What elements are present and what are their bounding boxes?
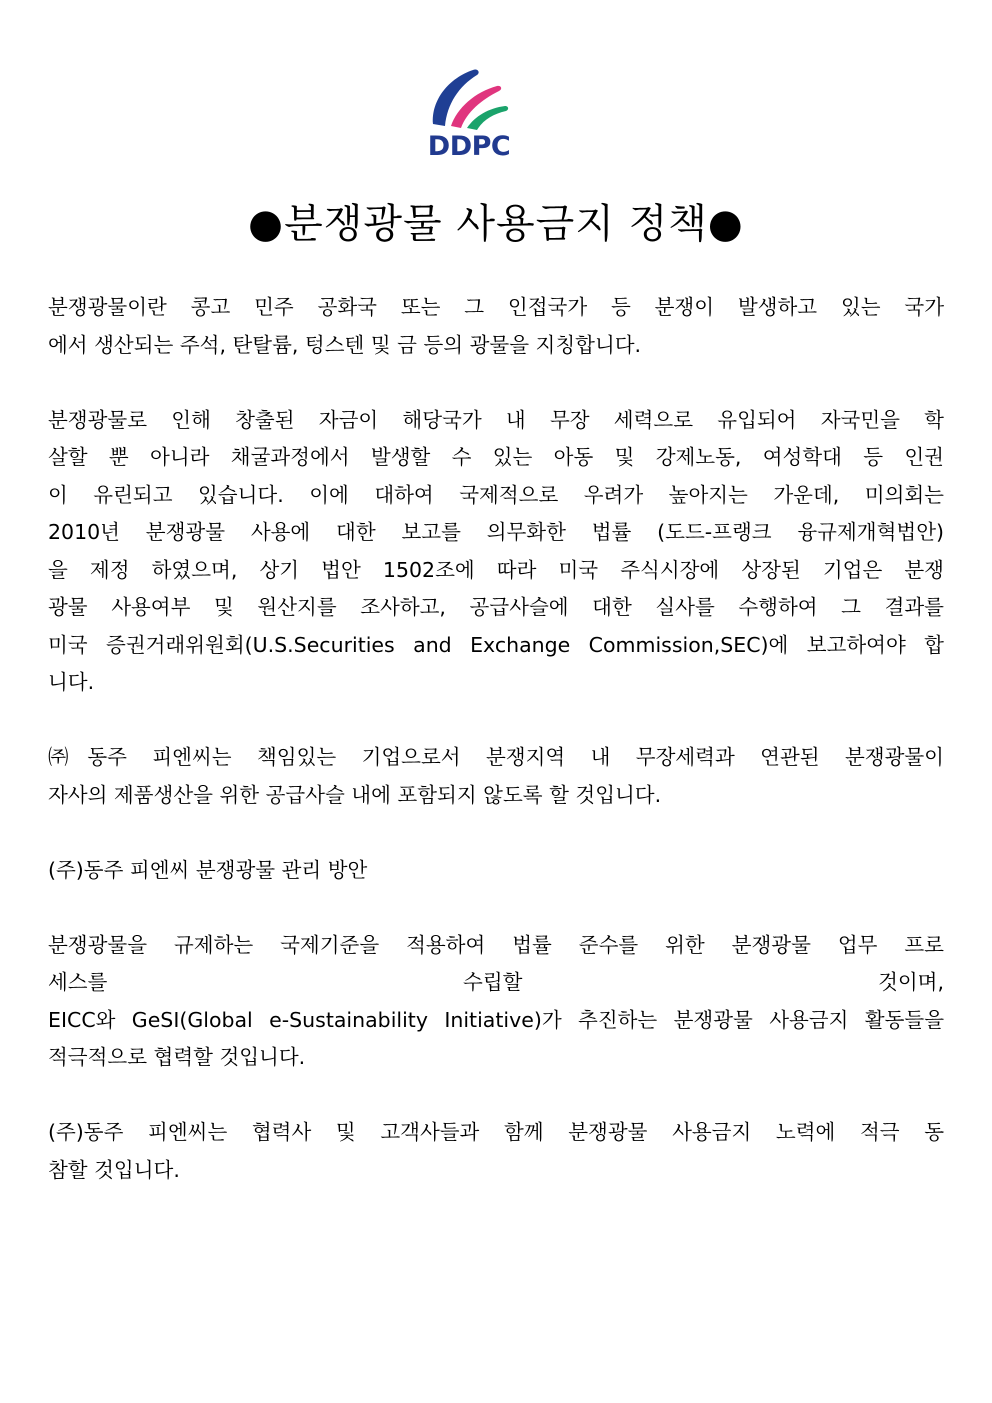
paragraph-line: 분쟁광물이란 콩고 민주 공화국 또는 그 인접국가 등 분쟁이 발생하고 있는 국가 <box>48 295 944 319</box>
paragraph-line: ㈜동주 피엔씨는 책임있는 기업으로서 분쟁지역 내 무장세력과 연관된 분쟁광물이 <box>48 745 944 769</box>
paragraph-line: 을 제정 하였으며, 상기 법안 1502조에 따라 미국 주식시장에 상장된 기업은 분쟁 <box>48 557 944 582</box>
paragraph-line: 2010년 분쟁광물 사용에 대한 보고를 의무화한 법률 (도드-프랭크 융규제개혁법안) <box>48 520 944 544</box>
logo-text: DDPC <box>427 131 511 162</box>
paragraph-line: 참할 것입니다. <box>48 1157 180 1182</box>
paragraph-line: 살할 뿐 아니라 채굴과정에서 발생할 수 있는 아동 및 강제노동, 여성학대 등 인권 <box>48 445 944 469</box>
paragraph <box>48 739 944 814</box>
paragraph-line: 미국 증권거래위원회(U.S.Securities and Exchange Commission,SEC)에 보고하여야 합 <box>48 632 944 657</box>
paragraph <box>48 1114 944 1189</box>
logo-green-swoosh <box>467 106 508 130</box>
paragraph-line: EICC와 GeSI(Global e-Sustainability Initiative)가 추진하는 분쟁광물 사용금지 활동들을 <box>48 1007 944 1032</box>
paragraph-line: 세스를 수립할 것이며, <box>48 970 944 994</box>
company-logo <box>421 66 517 166</box>
logo-swoosh-icon <box>421 66 517 130</box>
paragraph <box>48 289 944 364</box>
document-body <box>48 289 944 1227</box>
paragraph <box>48 852 944 890</box>
paragraph-line: 분쟁광물로 인해 창출된 자금이 해당국가 내 무장 세력으로 유입되어 자국민을 학 <box>48 407 944 432</box>
page-title: ●분쟁광물 사용금지 정책● <box>248 201 744 247</box>
paragraph-line: 자사의 제품생산을 위한 공급사슬 내에 포함되지 않도록 할 것입니다. <box>48 782 662 807</box>
paragraph-line: (주)동주 피엔씨는 협력사 및 고객사들과 함께 분쟁광물 사용금지 노력에 적극 동 <box>48 1120 944 1144</box>
paragraph <box>48 402 944 702</box>
paragraph-line: 니다. <box>48 670 95 694</box>
paragraph-line: 분쟁광물을 규제하는 국제기준을 적용하여 법률 준수를 위한 분쟁광물 업무 프로 <box>48 932 944 957</box>
paragraph-line: 에서 생산되는 주석, 탄탈륨, 텅스텐 및 금 등의 광물을 지칭합니다. <box>48 332 642 357</box>
paragraph-line: 이 유린되고 있습니다. 이에 대하여 국제적으로 우려가 높아지는 가운데, 미의회는 <box>48 482 944 507</box>
paragraph-line: 적극적으로 협력할 것입니다. <box>48 1045 306 1069</box>
paragraph-line: (주)동주 피엔씨 분쟁광물 관리 방안 <box>48 857 368 882</box>
paragraph <box>48 927 944 1077</box>
paragraph-line: 광물 사용여부 및 원산지를 조사하고, 공급사슬에 대한 실사를 수행하여 그 결과를 <box>48 595 944 619</box>
